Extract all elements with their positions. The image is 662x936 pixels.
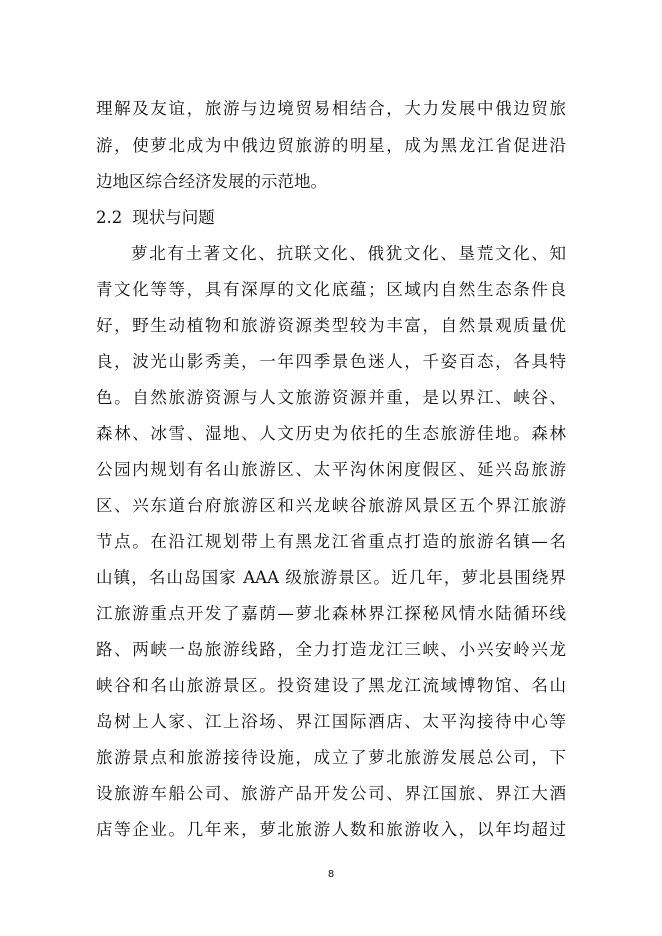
body-text-line: 店等企业。几年来，萝北旅游人数和旅游收入，以年均超过	[96, 820, 566, 839]
body-text-line: 旅游景点和旅游接待设施，成立了萝北旅游发展总公司，下	[96, 748, 566, 767]
section-number: 2.2	[96, 208, 123, 227]
body-text-line: 边地区综合经济发展的示范地。	[96, 172, 327, 191]
body-text-line: 森林、冰雪、湿地、人文历史为依托的生态旅游佳地。森林	[96, 424, 566, 443]
body-text-line: 良，波光山影秀美，一年四季景色迷人，千姿百态，各具特	[96, 352, 566, 371]
body-text-line: 山镇，名山岛国家 AAA 级旅游景区。近几年，萝北县围绕界	[96, 568, 566, 587]
body-text-line: 路、两峡一岛旅游线路，全力打造龙江三峡、小兴安岭兴龙	[96, 640, 566, 659]
body-text-line: 萝北有土著文化、抗联文化、俄犹文化、垦荒文化、知	[131, 244, 566, 263]
body-text-line: 峡谷和名山旅游景区。投资建设了黑龙江流域博物馆、名山	[96, 676, 566, 695]
body-text-line: 色。自然旅游资源与人文旅游资源并重，是以界江、峡谷、	[96, 388, 566, 407]
body-text-line: 设旅游车船公司、旅游产品开发公司、界江国旅、界江大酒	[96, 784, 566, 803]
body-text-line: 青文化等等，具有深厚的文化底蕴；区域内自然生态条件良	[96, 280, 566, 299]
body-text-line: 游，使萝北成为中俄边贸旅游的明星，成为黑龙江省促进沿	[96, 136, 566, 155]
body-text-line: 理解及友谊，旅游与边境贸易相结合，大力发展中俄边贸旅	[96, 99, 566, 118]
body-text-line: 公园内规划有名山旅游区、太平沟休闲度假区、延兴岛旅游	[96, 460, 566, 479]
page-number: 8	[327, 869, 335, 880]
body-text-line: 江旅游重点开发了嘉荫—萝北森林界江探秘风情水陆循环线	[96, 604, 566, 623]
body-text-line: 区、兴东道台府旅游区和兴龙峡谷旅游风景区五个界江旅游	[96, 496, 566, 515]
body-text-line: 好，野生动植物和旅游资源类型较为丰富，自然景观质量优	[96, 316, 566, 335]
body-text-line: 岛树上人家、江上浴场、界江国际酒店、太平沟接待中心等	[96, 712, 566, 731]
section-title: 现状与问题	[132, 208, 215, 227]
body-text-line: 节点。在沿江规划带上有黑龙江省重点打造的旅游名镇—名	[96, 532, 566, 551]
section-heading	[96, 208, 215, 228]
